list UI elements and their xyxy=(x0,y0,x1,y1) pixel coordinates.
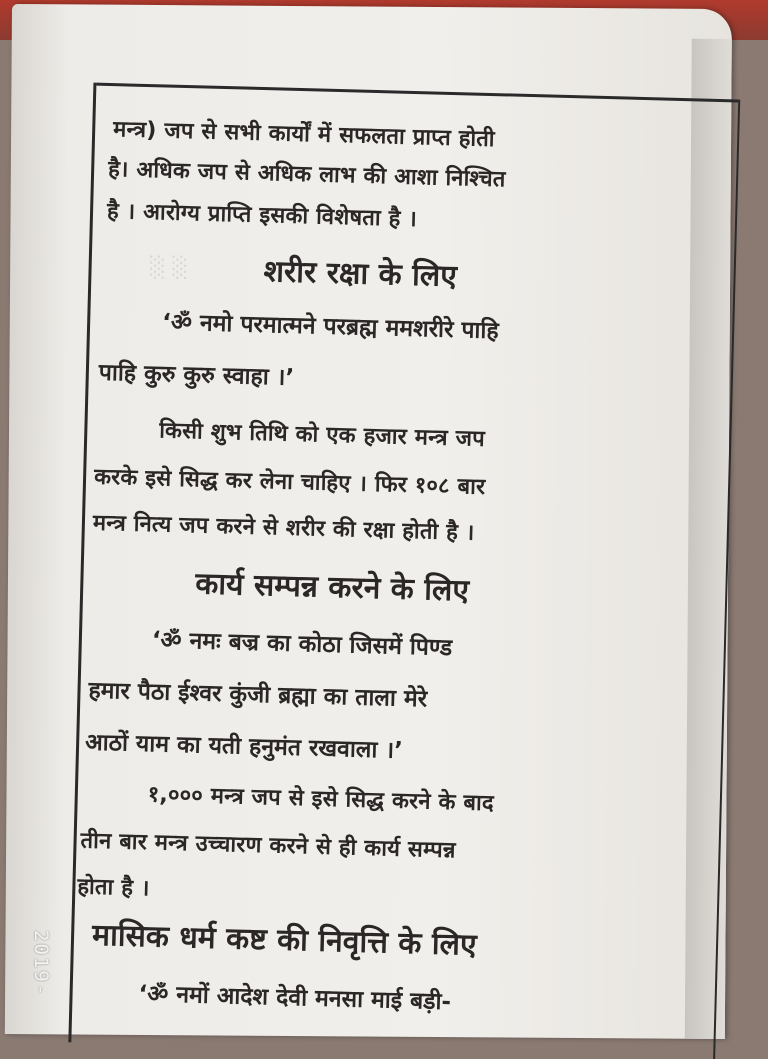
date-stamp: 2019- xyxy=(30,930,52,998)
paragraph-line: किसी शुभ तिथि को एक हजार मन्त्र जप xyxy=(159,418,486,452)
paragraph-line: मन्त्र नित्य जप करने से शरीर की रक्षा होती है । xyxy=(92,510,475,546)
mantra-line: ‘ॐ नमों आदेश देवी मनसा माई बड़ी- xyxy=(138,981,452,1016)
paragraph-line: तीन बार मन्त्र उच्चारण करने से ही कार्य सम्पन्न xyxy=(80,828,456,864)
book-page xyxy=(5,4,732,1039)
paragraph-line: १,००० मन्त्र जप से इसे सिद्ध करने के बाद xyxy=(147,782,495,817)
paragraph-line: करके इसे सिद्ध कर लेना चाहिए । फिर १०८ बार xyxy=(93,464,486,500)
section-heading-task-completion: कार्य सम्पन्न करने के लिए xyxy=(194,566,470,609)
frame-top-rule xyxy=(96,83,738,103)
text-frame xyxy=(68,83,740,1059)
section-heading-body-protection: शरीर रक्षा के लिए xyxy=(263,254,458,295)
mantra-line: ‘ॐ नमो परमात्मने परब्रह्म ममशरीरे पाहि xyxy=(161,309,499,345)
mantra-line: हमार पैठा ईश्वर कुंजी ब्रह्मा का ताला मेरे xyxy=(88,677,428,713)
intro-line-2: है। अधिक जप से अधिक लाभ की आशा निश्चित xyxy=(107,156,506,193)
mantra-line: ‘ॐ नमः बज्र का कोठा जिसमें पिण्ड xyxy=(151,627,453,662)
mantra-line: आठों याम का यती हनुमंत रखवाला ।’ xyxy=(84,729,404,764)
paragraph-line: होता है । xyxy=(77,874,150,902)
intro-line-3: है । आरोग्य प्राप्ति इसकी विशेषता है । xyxy=(106,198,418,233)
section-heading-menstrual-relief: मासिक धर्म कष्ट की निवृत्ति के लिए xyxy=(91,917,478,963)
intro-line-1: मन्त्र) जप से सभी कार्यों में सफलता प्राप्त होती xyxy=(112,117,496,153)
bleed-through: ░ ░ xyxy=(150,254,188,280)
mantra-line: पाहि कुरु कुरु स्वाहा ।’ xyxy=(98,359,295,391)
